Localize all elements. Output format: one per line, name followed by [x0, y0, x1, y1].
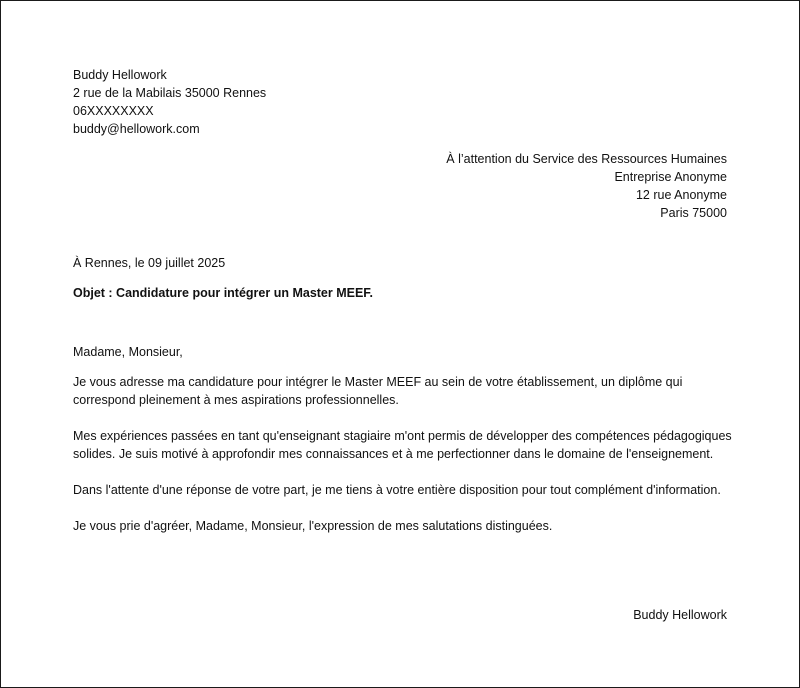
recipient-street: 12 rue Anonyme — [635, 188, 727, 202]
recipient-company: Entreprise Anonyme — [614, 170, 727, 184]
recipient-city: Paris 75000 — [660, 206, 727, 220]
recipient-block — [446, 150, 727, 222]
sender-phone: 06XXXXXXXX — [73, 104, 154, 118]
sender-block — [73, 66, 266, 138]
date-line: À Rennes, le 09 juillet 2025 — [73, 256, 226, 270]
sender-address: 2 rue de la Mabilais 35000 Rennes — [73, 86, 267, 100]
closing-paragraph: Je vous prie d'agréer, Madame, Monsieur, l'expression de mes salutations distinguées. — [73, 519, 553, 533]
letter-body — [73, 343, 733, 553]
subject-line: Objet : Candidature pour intégrer un Master MEEF. — [73, 286, 374, 300]
body-paragraph: Dans l'attente d'une réponse de votre part, je me tiens à votre entière disposition pour tout complément d'information. — [73, 483, 721, 497]
salutation: Madame, Monsieur, — [73, 345, 183, 359]
sender-name: Buddy Hellowork — [73, 68, 167, 82]
signature: Buddy Hellowork — [633, 608, 727, 622]
sender-email: buddy@hellowork.com — [73, 122, 200, 136]
body-paragraph: Mes expériences passées en tant qu'enseignant stagiaire m'ont permis de développer des compétences pédagogiques solides. Je suis motivé à approfondir mes connaissances et à me perfectionner dans le domaine de l'enseignement. — [73, 429, 732, 461]
body-paragraph: Je vous adresse ma candidature pour intégrer le Master MEEF au sein de votre établissement, un diplôme qui correspond pleinement à mes aspirations professionnelles. — [73, 375, 683, 407]
recipient-attention: À l’attention du Service des Ressources Humaines — [446, 152, 727, 166]
